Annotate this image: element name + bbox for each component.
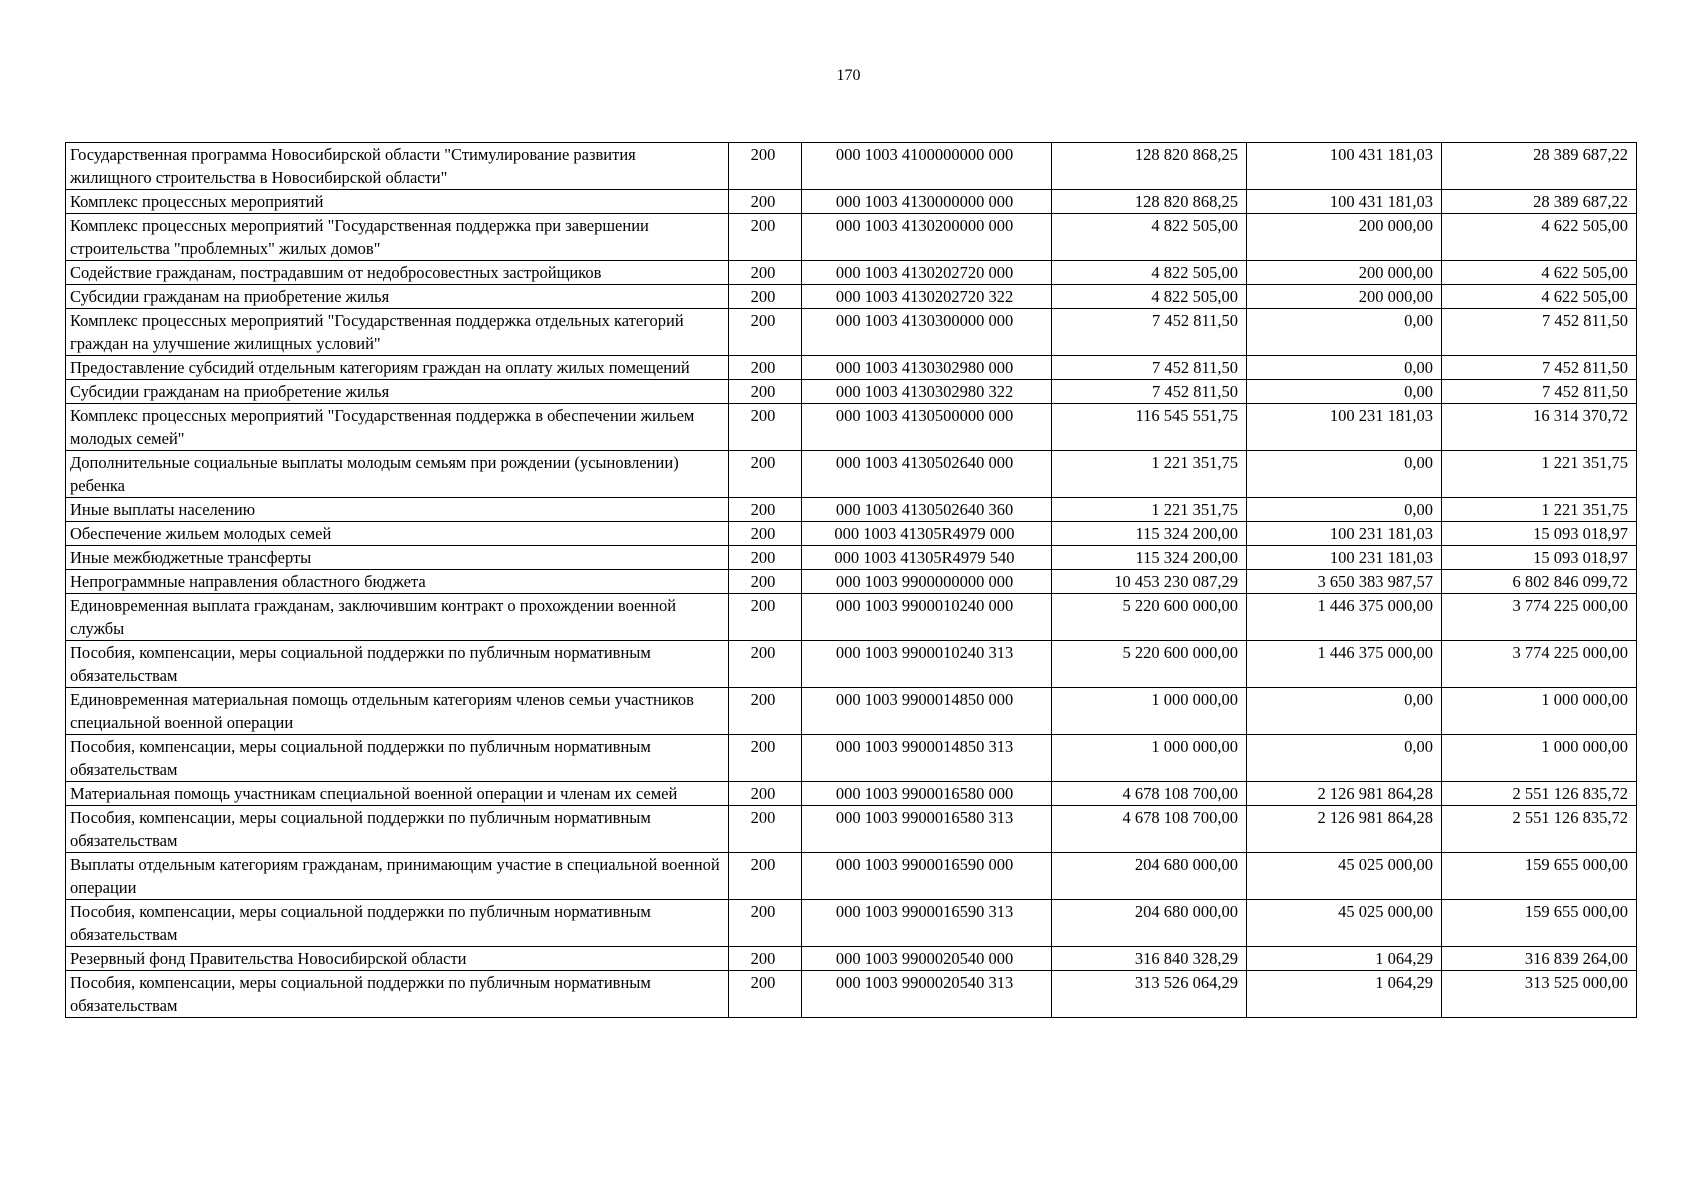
row-executed-cell: 200 000,00	[1247, 261, 1442, 285]
row-code-cell: 200	[729, 285, 802, 309]
row-name-cell: Иные межбюджетные трансферты	[66, 546, 729, 570]
page-number: 170	[836, 67, 861, 84]
row-kbk-cell: 000 1003 9900010240 000	[802, 594, 1052, 641]
row-name-cell: Непрограммные направления областного бюджета	[66, 570, 729, 594]
row-unexecuted-cell: 7 452 811,50	[1442, 356, 1637, 380]
table-row	[66, 380, 1637, 404]
row-assigned-cell: 10 453 230 087,29	[1052, 570, 1247, 594]
row-kbk-cell: 000 1003 9900020540 313	[802, 971, 1052, 1018]
row-name-cell: Единовременная материальная помощь отдельным категориям членов семьи участников специальной военной операции	[66, 688, 729, 735]
row-executed-cell: 1 064,29	[1247, 947, 1442, 971]
row-kbk-cell: 000 1003 41305R4979 540	[802, 546, 1052, 570]
row-name-cell: Комплекс процессных мероприятий "Государственная поддержка при завершении строительства "проблемных" жилых домов"	[66, 214, 729, 261]
row-executed-cell: 2 126 981 864,28	[1247, 806, 1442, 853]
row-assigned-cell: 1 221 351,75	[1052, 451, 1247, 498]
row-name-cell: Комплекс процессных мероприятий "Государственная поддержка в обеспечении жильем молодых семей"	[66, 404, 729, 451]
row-executed-cell: 200 000,00	[1247, 285, 1442, 309]
row-kbk-cell: 000 1003 9900014850 000	[802, 688, 1052, 735]
row-assigned-cell: 128 820 868,25	[1052, 190, 1247, 214]
row-assigned-cell: 115 324 200,00	[1052, 522, 1247, 546]
row-assigned-cell: 4 822 505,00	[1052, 261, 1247, 285]
row-unexecuted-cell: 4 622 505,00	[1442, 285, 1637, 309]
row-kbk-cell: 000 1003 9900000000 000	[802, 570, 1052, 594]
row-unexecuted-cell: 159 655 000,00	[1442, 900, 1637, 947]
table-row	[66, 261, 1637, 285]
table-row	[66, 594, 1637, 641]
row-unexecuted-cell: 15 093 018,97	[1442, 546, 1637, 570]
row-assigned-cell: 5 220 600 000,00	[1052, 594, 1247, 641]
row-name-cell: Обеспечение жильем молодых семей	[66, 522, 729, 546]
row-executed-cell: 45 025 000,00	[1247, 853, 1442, 900]
row-kbk-cell: 000 1003 4130300000 000	[802, 309, 1052, 356]
budget-table	[65, 142, 1637, 1018]
row-code-cell: 200	[729, 900, 802, 947]
row-name-cell: Единовременная выплата гражданам, заключившим контракт о прохождении военной службы	[66, 594, 729, 641]
row-unexecuted-cell: 2 551 126 835,72	[1442, 782, 1637, 806]
row-code-cell: 200	[729, 947, 802, 971]
row-executed-cell: 0,00	[1247, 451, 1442, 498]
row-kbk-cell: 000 1003 4130202720 322	[802, 285, 1052, 309]
row-unexecuted-cell: 3 774 225 000,00	[1442, 641, 1637, 688]
row-code-cell: 200	[729, 594, 802, 641]
table-row	[66, 451, 1637, 498]
row-kbk-cell: 000 1003 9900016590 313	[802, 900, 1052, 947]
row-kbk-cell: 000 1003 4100000000 000	[802, 143, 1052, 190]
row-name-cell: Предоставление субсидий отдельным категориям граждан на оплату жилых помещений	[66, 356, 729, 380]
row-code-cell: 200	[729, 214, 802, 261]
row-unexecuted-cell: 313 525 000,00	[1442, 971, 1637, 1018]
row-kbk-cell: 000 1003 4130200000 000	[802, 214, 1052, 261]
row-unexecuted-cell: 3 774 225 000,00	[1442, 594, 1637, 641]
row-executed-cell: 100 231 181,03	[1247, 522, 1442, 546]
row-unexecuted-cell: 159 655 000,00	[1442, 853, 1637, 900]
row-unexecuted-cell: 28 389 687,22	[1442, 143, 1637, 190]
row-executed-cell: 0,00	[1247, 309, 1442, 356]
row-code-cell: 200	[729, 143, 802, 190]
row-assigned-cell: 7 452 811,50	[1052, 380, 1247, 404]
table-row	[66, 522, 1637, 546]
row-kbk-cell: 000 1003 4130500000 000	[802, 404, 1052, 451]
row-executed-cell: 2 126 981 864,28	[1247, 782, 1442, 806]
row-unexecuted-cell: 2 551 126 835,72	[1442, 806, 1637, 853]
row-code-cell: 200	[729, 735, 802, 782]
row-kbk-cell: 000 1003 4130202720 000	[802, 261, 1052, 285]
row-kbk-cell: 000 1003 9900016580 313	[802, 806, 1052, 853]
row-kbk-cell: 000 1003 4130502640 000	[802, 451, 1052, 498]
row-assigned-cell: 4 678 108 700,00	[1052, 806, 1247, 853]
row-assigned-cell: 313 526 064,29	[1052, 971, 1247, 1018]
row-name-cell: Материальная помощь участникам специальной военной операции и членам их семей	[66, 782, 729, 806]
row-name-cell: Содействие гражданам, пострадавшим от недобросовестных застройщиков	[66, 261, 729, 285]
row-kbk-cell: 000 1003 41305R4979 000	[802, 522, 1052, 546]
row-unexecuted-cell: 6 802 846 099,72	[1442, 570, 1637, 594]
row-name-cell: Субсидии гражданам на приобретение жилья	[66, 285, 729, 309]
row-code-cell: 200	[729, 641, 802, 688]
row-name-cell: Резервный фонд Правительства Новосибирской области	[66, 947, 729, 971]
table-row	[66, 546, 1637, 570]
row-assigned-cell: 4 822 505,00	[1052, 214, 1247, 261]
row-name-cell: Пособия, компенсации, меры социальной поддержки по публичным нормативным обязательствам	[66, 971, 729, 1018]
row-code-cell: 200	[729, 971, 802, 1018]
row-code-cell: 200	[729, 688, 802, 735]
table-row	[66, 309, 1637, 356]
row-assigned-cell: 1 000 000,00	[1052, 688, 1247, 735]
table-row	[66, 688, 1637, 735]
row-executed-cell: 100 231 181,03	[1247, 546, 1442, 570]
row-assigned-cell: 5 220 600 000,00	[1052, 641, 1247, 688]
row-code-cell: 200	[729, 806, 802, 853]
row-assigned-cell: 4 822 505,00	[1052, 285, 1247, 309]
table-row	[66, 735, 1637, 782]
row-assigned-cell: 7 452 811,50	[1052, 356, 1247, 380]
row-executed-cell: 100 431 181,03	[1247, 143, 1442, 190]
row-executed-cell: 0,00	[1247, 498, 1442, 522]
row-executed-cell: 0,00	[1247, 380, 1442, 404]
row-name-cell: Пособия, компенсации, меры социальной поддержки по публичным нормативным обязательствам	[66, 735, 729, 782]
row-executed-cell: 100 231 181,03	[1247, 404, 1442, 451]
row-name-cell: Дополнительные социальные выплаты молодым семьям при рождении (усыновлении) ребенка	[66, 451, 729, 498]
table-row	[66, 214, 1637, 261]
table-row	[66, 404, 1637, 451]
row-executed-cell: 1 064,29	[1247, 971, 1442, 1018]
table-row	[66, 641, 1637, 688]
row-kbk-cell: 000 1003 4130000000 000	[802, 190, 1052, 214]
row-unexecuted-cell: 28 389 687,22	[1442, 190, 1637, 214]
row-code-cell: 200	[729, 190, 802, 214]
row-unexecuted-cell: 7 452 811,50	[1442, 309, 1637, 356]
row-kbk-cell: 000 1003 9900014850 313	[802, 735, 1052, 782]
row-unexecuted-cell: 4 622 505,00	[1442, 261, 1637, 285]
row-assigned-cell: 316 840 328,29	[1052, 947, 1247, 971]
table-row	[66, 356, 1637, 380]
row-code-cell: 200	[729, 451, 802, 498]
row-name-cell: Субсидии гражданам на приобретение жилья	[66, 380, 729, 404]
row-unexecuted-cell: 16 314 370,72	[1442, 404, 1637, 451]
row-name-cell: Иные выплаты населению	[66, 498, 729, 522]
row-executed-cell: 0,00	[1247, 356, 1442, 380]
row-code-cell: 200	[729, 261, 802, 285]
row-name-cell: Пособия, компенсации, меры социальной поддержки по публичным нормативным обязательствам	[66, 806, 729, 853]
row-kbk-cell: 000 1003 9900016580 000	[802, 782, 1052, 806]
row-name-cell: Комплекс процессных мероприятий	[66, 190, 729, 214]
table-row	[66, 782, 1637, 806]
row-executed-cell: 1 446 375 000,00	[1247, 594, 1442, 641]
row-assigned-cell: 7 452 811,50	[1052, 309, 1247, 356]
row-assigned-cell: 1 221 351,75	[1052, 498, 1247, 522]
row-name-cell: Выплаты отдельным категориям гражданам, принимающим участие в специальной военной операции	[66, 853, 729, 900]
table-row	[66, 947, 1637, 971]
row-kbk-cell: 000 1003 4130502640 360	[802, 498, 1052, 522]
row-assigned-cell: 128 820 868,25	[1052, 143, 1247, 190]
table-row	[66, 900, 1637, 947]
row-unexecuted-cell: 1 000 000,00	[1442, 688, 1637, 735]
row-code-cell: 200	[729, 853, 802, 900]
table-row	[66, 498, 1637, 522]
table-row	[66, 806, 1637, 853]
row-code-cell: 200	[729, 782, 802, 806]
row-unexecuted-cell: 1 000 000,00	[1442, 735, 1637, 782]
row-unexecuted-cell: 4 622 505,00	[1442, 214, 1637, 261]
row-code-cell: 200	[729, 356, 802, 380]
row-executed-cell: 3 650 383 987,57	[1247, 570, 1442, 594]
row-executed-cell: 200 000,00	[1247, 214, 1442, 261]
row-name-cell: Государственная программа Новосибирской области "Стимулирование развития жилищного строительства в Новосибирской области"	[66, 143, 729, 190]
row-kbk-cell: 000 1003 4130302980 322	[802, 380, 1052, 404]
table-row	[66, 853, 1637, 900]
table-row	[66, 190, 1637, 214]
row-unexecuted-cell: 7 452 811,50	[1442, 380, 1637, 404]
row-executed-cell: 100 431 181,03	[1247, 190, 1442, 214]
table-row	[66, 971, 1637, 1018]
row-name-cell: Пособия, компенсации, меры социальной поддержки по публичным нормативным обязательствам	[66, 900, 729, 947]
row-executed-cell: 1 446 375 000,00	[1247, 641, 1442, 688]
row-kbk-cell: 000 1003 9900020540 000	[802, 947, 1052, 971]
row-assigned-cell: 4 678 108 700,00	[1052, 782, 1247, 806]
table-row	[66, 570, 1637, 594]
row-executed-cell: 45 025 000,00	[1247, 900, 1442, 947]
row-unexecuted-cell: 316 839 264,00	[1442, 947, 1637, 971]
row-kbk-cell: 000 1003 9900016590 000	[802, 853, 1052, 900]
row-assigned-cell: 116 545 551,75	[1052, 404, 1247, 451]
table-row	[66, 143, 1637, 190]
row-code-cell: 200	[729, 404, 802, 451]
row-unexecuted-cell: 1 221 351,75	[1442, 498, 1637, 522]
row-code-cell: 200	[729, 546, 802, 570]
row-assigned-cell: 1 000 000,00	[1052, 735, 1247, 782]
table-row	[66, 285, 1637, 309]
row-code-cell: 200	[729, 498, 802, 522]
row-assigned-cell: 115 324 200,00	[1052, 546, 1247, 570]
row-assigned-cell: 204 680 000,00	[1052, 853, 1247, 900]
row-code-cell: 200	[729, 309, 802, 356]
row-code-cell: 200	[729, 522, 802, 546]
row-assigned-cell: 204 680 000,00	[1052, 900, 1247, 947]
row-name-cell: Комплекс процессных мероприятий "Государственная поддержка отдельных категорий граждан на улучшение жилищных условий"	[66, 309, 729, 356]
row-unexecuted-cell: 15 093 018,97	[1442, 522, 1637, 546]
row-executed-cell: 0,00	[1247, 688, 1442, 735]
row-unexecuted-cell: 1 221 351,75	[1442, 451, 1637, 498]
row-kbk-cell: 000 1003 4130302980 000	[802, 356, 1052, 380]
row-name-cell: Пособия, компенсации, меры социальной поддержки по публичным нормативным обязательствам	[66, 641, 729, 688]
row-kbk-cell: 000 1003 9900010240 313	[802, 641, 1052, 688]
row-code-cell: 200	[729, 380, 802, 404]
table-body	[66, 143, 1637, 1018]
row-code-cell: 200	[729, 570, 802, 594]
row-executed-cell: 0,00	[1247, 735, 1442, 782]
